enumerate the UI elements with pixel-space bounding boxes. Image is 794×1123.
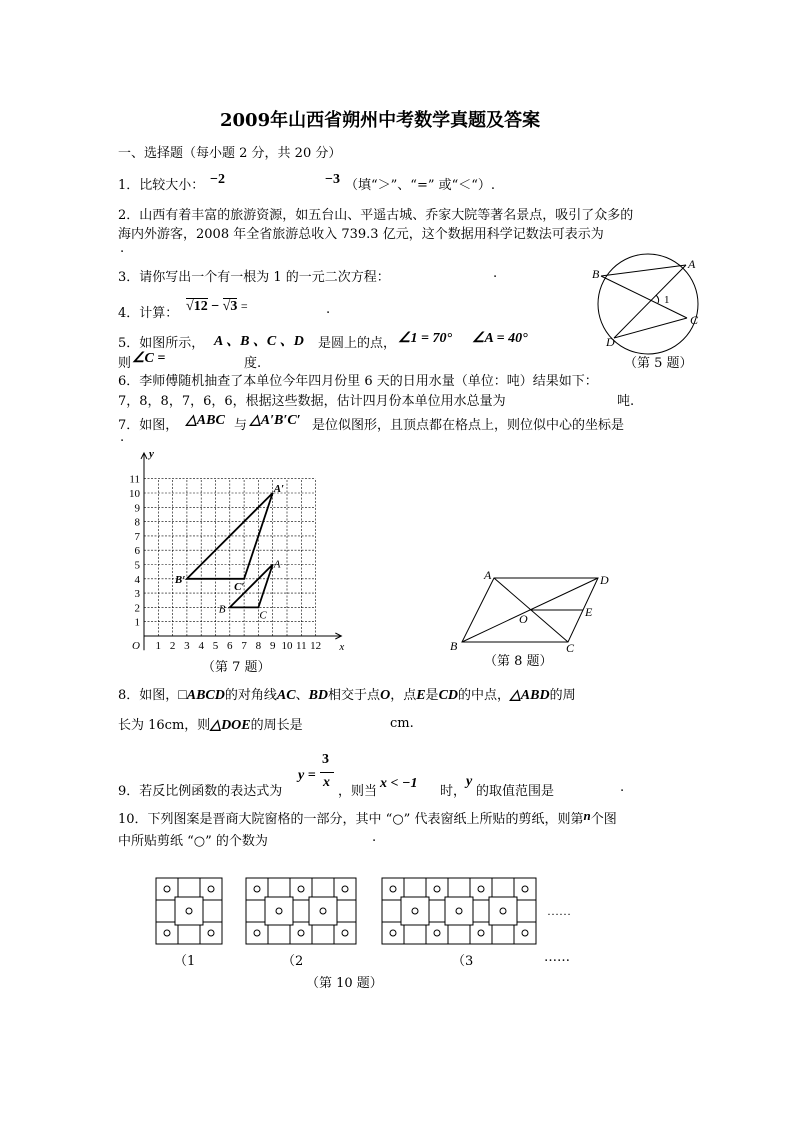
figure-7-grid-diagram	[118, 446, 358, 656]
paper-cut-circle	[390, 886, 396, 892]
x-tick-label: 8	[255, 640, 262, 652]
fig8-label-c: C	[566, 641, 575, 654]
question-1-value-b: −3	[325, 172, 340, 187]
question-6-line-2: 7，8，8，7，6，6，根据这些数据，估计四月份本单位用水总量为	[118, 394, 506, 409]
question-7-line-1b: 是位似图形，且顶点都在格点上，则位似中心的坐标是	[312, 418, 625, 433]
question-9-mid: ，则当	[338, 784, 378, 799]
equals-sign: =	[240, 299, 248, 313]
center-square	[265, 897, 293, 925]
center-square	[489, 897, 517, 925]
question-1-value-a: −2	[210, 172, 225, 187]
question-3-end: .	[493, 266, 498, 281]
question-2-line-1: 2．山西有着丰富的旅游资源，如五台山、平遥古城、乔家大院等著名景点，吸引了众多的	[118, 208, 634, 223]
question-4-expression	[186, 298, 248, 315]
paper-cut-circle	[342, 886, 348, 892]
question-9-mid-2: 时，	[440, 784, 467, 799]
question-2-line-2: 海内外游客，2008 年全省旅游总收入 739.3 亿元，这个数据用科学记数法可表示为	[118, 227, 604, 242]
y-tick-label: 4	[134, 573, 140, 586]
y-tick-label: 5	[134, 559, 140, 572]
x-tick-label: 3	[184, 640, 190, 652]
y-tick-label: 1	[134, 616, 140, 629]
question-1-label: 1．比较大小：	[118, 178, 205, 193]
y-tick-label: 10	[129, 488, 140, 500]
x-axis-label: x	[339, 641, 345, 653]
y-tick-label: 8	[134, 516, 140, 529]
fig8-label-a: A	[484, 568, 492, 582]
label-a-prime: A′	[273, 483, 285, 495]
fig5-label-a: A	[688, 257, 696, 271]
q8-cd: CD	[438, 688, 459, 703]
paper-cut-circle	[434, 930, 440, 936]
x-tick-label: 7	[241, 640, 247, 652]
fig5-label-d: D	[606, 335, 615, 349]
question-6-line-1: 6．李师傅随机抽查了本单位今年四月份里 6 天的日用水量（单位：吨）结果如下：	[118, 374, 598, 389]
y-tick-label: 6	[134, 545, 140, 558]
question-5-angle-1: ∠1 = 70°	[398, 331, 453, 346]
figure-10-label-1: （1	[174, 954, 196, 969]
q8-ac: AC	[276, 688, 296, 703]
radicand-2: 3	[230, 299, 238, 314]
question-7-line-2: .	[120, 430, 125, 445]
q8-bd: BD	[308, 688, 329, 703]
center-square	[445, 897, 473, 925]
question-5-angle-a: ∠A = 40°	[472, 331, 528, 346]
paper-cut-circle	[434, 886, 440, 892]
paper-cut-circle	[298, 886, 304, 892]
question-2-line-3: .	[120, 241, 125, 256]
figure-10-ellipsis-2: ……	[544, 950, 570, 965]
question-3-text: 3．请你写出一个有一根为 1 的一元二次方程：	[118, 270, 390, 285]
fig8-label-d: D	[600, 573, 609, 587]
q8-is: 是	[425, 688, 439, 703]
center-square	[401, 897, 429, 925]
question-9-y-equals: y =	[298, 768, 316, 783]
paper-cut-circle	[298, 930, 304, 936]
q10-n: n	[583, 808, 591, 823]
question-5-points: A 、B 、C 、D	[214, 334, 304, 349]
question-5-line-2a: 则	[118, 356, 132, 371]
q8-line2b: 的周长是	[250, 718, 303, 733]
question-7-line-1a: 7．如图，	[118, 418, 179, 433]
question-9-denominator: x	[323, 775, 330, 790]
q8-perim: 的周	[549, 688, 576, 703]
question-9-numerator: 3	[322, 752, 329, 767]
figure-8-caption: （第 8 题）	[484, 654, 553, 669]
fig10-patterns	[156, 878, 536, 944]
sqrt-sign: √	[186, 299, 194, 314]
pattern-frame	[246, 878, 356, 944]
q10-line1a: 10．下列图案是晋商大院窗格的一部分，其中 “○” 代表窗纸上所贴的剪纸，则第	[118, 812, 584, 827]
question-10-line-2: 中所贴剪纸 “○” 的个数为	[118, 834, 268, 849]
x-tick-label: 4	[198, 640, 204, 652]
question-7-triangle-2: △A′B′C′	[250, 413, 301, 428]
question-5-line-2b: 度.	[244, 356, 262, 371]
y-tick-label: 11	[129, 473, 140, 486]
paper-cut-circle	[208, 930, 214, 936]
figure-10-caption: （第 10 题）	[306, 976, 383, 991]
radicand-1: 12	[193, 299, 208, 314]
fig5-label-b: B	[592, 267, 600, 281]
paper-cut-circle	[208, 886, 214, 892]
figure-8-parallelogram-diagram	[444, 564, 624, 654]
figure-10-label-3: （3	[452, 954, 474, 969]
q10-line1b: 个图	[590, 812, 617, 827]
paper-cut-circle	[522, 930, 528, 936]
minus-sign: −	[211, 299, 220, 314]
label-b: B	[218, 603, 226, 616]
x-tick-label: 1	[155, 640, 162, 652]
question-9-tail: 的取值范围是	[476, 784, 555, 799]
fig5-label-c: C	[690, 313, 699, 327]
x-tick-label: 11	[296, 640, 307, 652]
figure-10-pattern-diagram	[150, 872, 590, 952]
fig7-grid-lines	[144, 479, 316, 636]
fig7-axes	[141, 453, 341, 650]
fig5-label-angle-1: 1	[664, 294, 670, 306]
q8-midpoint: 的中点，	[458, 688, 511, 703]
figure-7-caption: （第 7 题）	[202, 660, 271, 675]
y-tick-label: 7	[134, 530, 140, 543]
question-1-tail: （填“＞”、“=” 或“＜“）.	[345, 178, 496, 193]
y-tick-label: 9	[134, 502, 140, 515]
paper-cut-circle	[254, 930, 260, 936]
question-8-line-1	[118, 684, 576, 704]
q8-e: E	[416, 688, 426, 703]
question-6-unit: 吨.	[617, 394, 635, 409]
paper-cut-circle	[478, 930, 484, 936]
question-9-end: .	[620, 780, 625, 795]
figure-10-label-2: （2	[282, 954, 304, 969]
x-tick-label: 9	[269, 640, 276, 652]
figure-5-caption: （第 5 题）	[624, 356, 693, 371]
question-4-text: 4．计算：	[118, 306, 179, 321]
paper-cut-circle	[478, 886, 484, 892]
paper-cut-circle	[254, 886, 260, 892]
x-tick-label: 6	[227, 640, 233, 652]
y-tick-label: 2	[134, 602, 140, 615]
q8-sep: 、	[295, 688, 309, 703]
x-tick-label: 5	[212, 640, 219, 652]
label-a: A	[273, 558, 281, 571]
q8-doe: △DOE	[210, 718, 251, 733]
q8-o: O	[380, 688, 391, 703]
q8-abd: △ABD	[510, 688, 550, 703]
q8-intersect: 相交于点	[328, 688, 381, 703]
center-square	[175, 897, 203, 925]
x-tick-label: 12	[310, 640, 322, 652]
fig8-label-o: O	[519, 612, 528, 626]
page-title: 2009年山西省朔州中考数学真题及答案	[220, 110, 541, 131]
label-c-prime: C′	[234, 580, 245, 593]
question-8-line-2	[118, 714, 303, 734]
q8-intro: 8．如图，	[118, 688, 179, 703]
fig7-triangles	[174, 483, 284, 621]
question-9-text: 9．若反比例函数的表达式为	[118, 784, 283, 799]
fig8-label-e: E	[585, 605, 593, 619]
fraction-bar	[320, 772, 334, 773]
question-5-angle-c: ∠C =	[132, 351, 166, 366]
fig10-ellipsis: ……	[547, 904, 571, 918]
origin-label: O	[132, 640, 140, 652]
question-7-triangle-1: △ABC	[186, 413, 225, 428]
q8-parallelogram: □ABCD	[178, 688, 225, 703]
q8-point: ，点	[390, 688, 417, 703]
center-square	[309, 897, 337, 925]
y-axis-label: y	[149, 447, 154, 460]
question-5-line-1b: 是圆上的点，	[318, 336, 397, 351]
question-7-with: 与	[234, 418, 248, 433]
paper-cut-circle	[390, 930, 396, 936]
q8-line2a: 长为 16cm，则	[118, 718, 211, 733]
section-heading: 一、选择题（每小题 2 分，共 20 分）	[118, 146, 342, 161]
x-tick-label: 10	[281, 640, 293, 652]
label-c: C	[259, 609, 267, 622]
question-5-line-1a: 5．如图所示，	[118, 336, 205, 351]
paper-cut-circle	[164, 886, 170, 892]
question-10-end: .	[372, 830, 377, 845]
sqrt-sign-2: √	[222, 299, 231, 314]
paper-cut-circle	[164, 930, 170, 936]
label-b-prime: B′	[174, 573, 186, 586]
question-4-end: .	[326, 302, 331, 317]
x-tick-label: 2	[169, 640, 176, 652]
y-tick-label: 3	[134, 588, 140, 601]
fig8-label-b: B	[450, 639, 458, 653]
question-9-condition: x < −1	[380, 776, 418, 791]
paper-cut-circle	[342, 930, 348, 936]
q8-diagonals: 的对角线	[224, 688, 277, 703]
paper-cut-circle	[522, 886, 528, 892]
question-9-y: y	[466, 774, 473, 789]
question-10-line-1	[118, 808, 617, 827]
question-8-unit: cm.	[390, 716, 414, 731]
